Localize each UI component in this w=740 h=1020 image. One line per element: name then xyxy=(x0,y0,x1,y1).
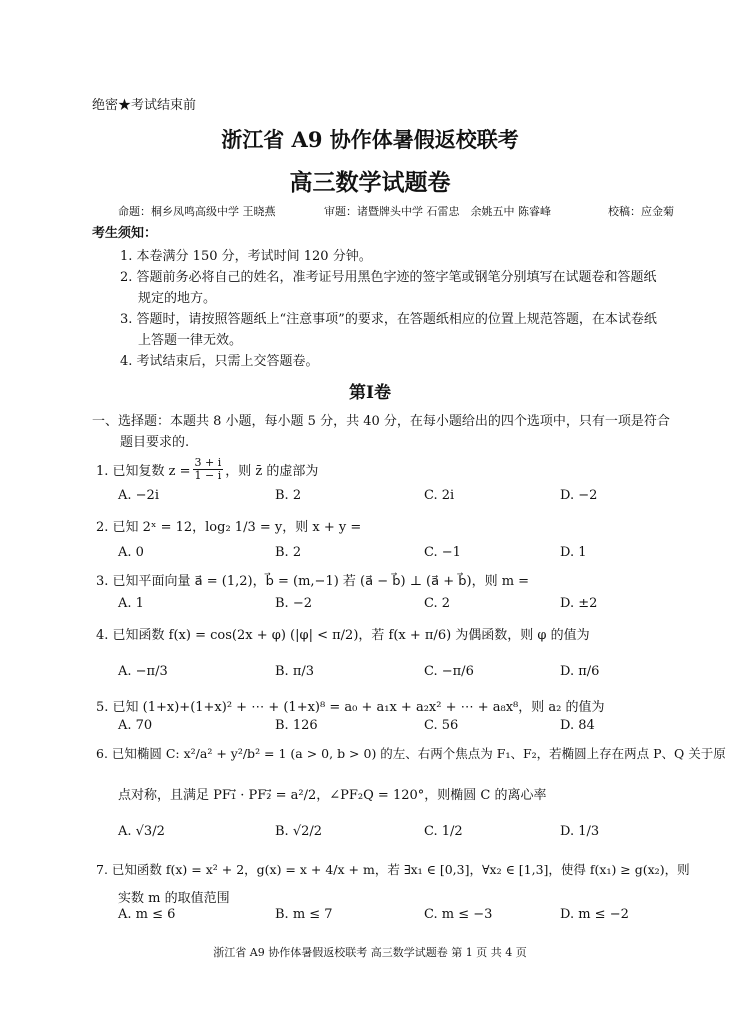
question-3-option-b: B. −2 xyxy=(275,596,312,611)
question-3-option-c: C. 2 xyxy=(424,596,451,611)
notice-item: 1. 本卷满分 150 分，考试时间 120 分钟。 xyxy=(120,249,372,264)
question-2-option-b: B. 2 xyxy=(275,545,302,560)
page-footer: 浙江省 A9 协作体暑假返校联考 高三数学试题卷 第 1 页 共 4 页 xyxy=(213,946,527,959)
question-1-stem xyxy=(96,452,318,486)
question-7-option-a: A. m ≤ 6 xyxy=(118,907,176,922)
fraction-denominator: 1 − i xyxy=(194,468,222,482)
section-intro: 一、选择题：本题共 8 小题，每小题 5 分，共 40 分，在每小题给出的四个选项中，只有一项是符合 xyxy=(92,414,670,429)
question-5-stem: 5. 已知 (1+x)+(1+x)² + ⋯ + (1+x)⁸ = a₀ + a₁x + a₂x² + ⋯ + a₈x⁸，则 a₂ 的值为 xyxy=(96,700,605,715)
question-6-stem-cont: 点对称，且满足 PF₁⃗ · PF₂⃗ = a²/2，∠PF₂Q = 120°，则椭圆 C 的离心率 xyxy=(118,788,547,803)
question-5-option-d: D. 84 xyxy=(560,718,595,733)
exam-title: 浙江省 A9 协作体暑假返校联考 xyxy=(221,127,519,152)
credit-author: 命题：桐乡凤鸣高级中学 王晓燕 xyxy=(118,205,276,218)
question-7-option-d: D. m ≤ −2 xyxy=(560,907,629,922)
notice-title: 考生须知： xyxy=(92,226,158,241)
notice-item: 规定的地方。 xyxy=(138,291,217,306)
question-1-option-a: A. −2i xyxy=(118,488,159,503)
question-7-option-c: C. m ≤ −3 xyxy=(424,907,493,922)
question-7-stem-cont: 实数 m 的取值范围 xyxy=(118,891,230,906)
question-2-option-d: D. 1 xyxy=(560,545,587,560)
section-intro-cont: 题目要求的. xyxy=(120,435,190,450)
question-1-stem-b: ，则 z̄ 的虚部为 xyxy=(225,463,319,479)
question-2-stem: 2. 已知 2ˣ = 12，log₂ 1/3 = y，则 x + y = xyxy=(96,520,362,535)
notice-item: 4. 考试结束后，只需上交答题卷。 xyxy=(120,354,319,369)
question-4-option-a: A. −π/3 xyxy=(118,664,168,679)
question-2-option-c: C. −1 xyxy=(424,545,461,560)
question-4-option-d: D. π/6 xyxy=(560,664,600,679)
question-3-option-a: A. 1 xyxy=(118,596,144,611)
question-1-option-d: D. −2 xyxy=(560,488,598,503)
question-6-option-d: D. 1/3 xyxy=(560,824,600,839)
question-6-option-b: B. √2/2 xyxy=(275,824,323,839)
notice-item: 2. 答题前务必将自己的姓名，准考证号用黑色字迹的签字笔或钢笔分别填写在试题卷和答题纸 xyxy=(120,270,657,285)
question-1-stem-a: 1. 已知复数 z = xyxy=(96,463,191,479)
question-2-option-a: A. 0 xyxy=(118,545,144,560)
question-1-fraction xyxy=(193,457,224,482)
question-5-option-c: C. 56 xyxy=(424,718,459,733)
question-6-stem: 6. 已知椭圆 C: x²/a² + y²/b² = 1 (a > 0, b > 0) 的左、右两个焦点为 F₁、F₂，若椭圆上存在两点 P、Q 关于原 xyxy=(96,746,726,761)
question-4-stem: 4. 已知函数 f(x) = cos(2x + φ) (|φ| < π/2)，若 f(x + π/6) 为偶函数，则 φ 的值为 xyxy=(96,628,590,643)
fraction-numerator: 3 + i xyxy=(194,455,222,469)
notice-item: 上答题一律无效。 xyxy=(138,333,243,348)
question-3-stem: 3. 已知平面向量 a⃗ = (1,2)，b⃗ = (m,−1) 若 (a⃗ − b⃗) ⊥ (a⃗ + b⃗)，则 m = xyxy=(96,574,530,589)
question-1-option-c: C. 2i xyxy=(424,488,455,503)
question-4-option-b: B. π/3 xyxy=(275,664,315,679)
question-5-option-b: B. 126 xyxy=(275,718,318,733)
credit-reviewers: 审题：诸暨牌头中学 石雷忠 余姚五中 陈睿峰 xyxy=(324,205,551,218)
question-6-option-a: A. √3/2 xyxy=(118,824,165,839)
section-title: 第Ⅰ卷 xyxy=(349,383,391,403)
question-3-option-d: D. ±2 xyxy=(560,596,598,611)
notice-item: 3. 答题时，请按照答题纸上“注意事项”的要求，在答题纸相应的位置上规范答题，在本试卷纸 xyxy=(120,312,657,327)
exam-subtitle: 高三数学试题卷 xyxy=(289,169,451,196)
question-7-stem: 7. 已知函数 f(x) = x² + 2，g(x) = x + 4/x + m，若 ∃x₁ ∈ [0,3]，∀x₂ ∈ [1,3]，使得 f(x₁) ≥ g(x₂)，则 xyxy=(96,862,690,877)
question-4-option-c: C. −π/6 xyxy=(424,664,474,679)
question-5-option-a: A. 70 xyxy=(118,718,153,733)
credit-proofreader: 校稿：应金菊 xyxy=(608,205,674,218)
question-1-option-b: B. 2 xyxy=(275,488,302,503)
confidential-mark: 绝密★考试结束前 xyxy=(92,98,197,113)
question-7-option-b: B. m ≤ 7 xyxy=(275,907,333,922)
question-6-option-c: C. 1/2 xyxy=(424,824,463,839)
